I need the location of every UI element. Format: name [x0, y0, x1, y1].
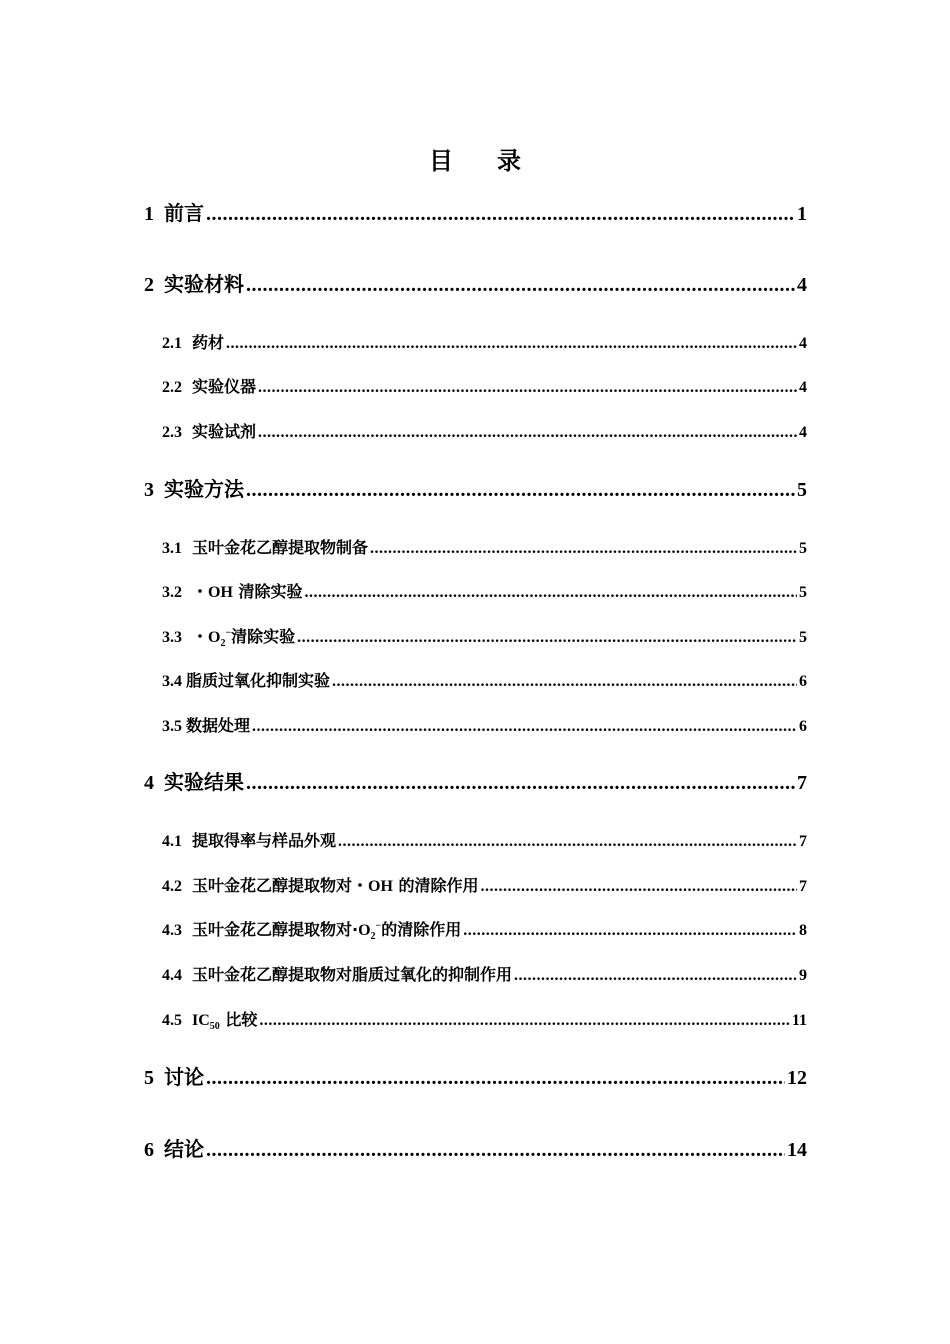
entry-page: 4 [797, 274, 807, 296]
toc-entry-1[interactable] [144, 198, 807, 229]
dot-leader [259, 1009, 790, 1033]
entry-page: 4 [799, 424, 807, 441]
entry-number: 4 [144, 772, 154, 794]
label-text-tail: 的清除作用 [381, 920, 462, 939]
entry-page: 12 [787, 1067, 807, 1089]
entry-page: 5 [799, 540, 807, 557]
dot-leader [370, 537, 797, 561]
entry-label: 讨论 [164, 1065, 204, 1089]
toc-title: 目录 [429, 147, 565, 175]
toc-entry-2-1[interactable] [162, 331, 807, 356]
dot-leader [305, 581, 798, 605]
toc-entry-2-3[interactable] [162, 420, 807, 445]
label-subscript: 50 [209, 1021, 220, 1033]
entry-number: 2.1 [162, 335, 182, 352]
entry-label: 实验仪器 [192, 377, 257, 396]
dot-leader [258, 376, 797, 400]
label-formula: OH [368, 878, 393, 895]
label-formula: ・OH [192, 584, 233, 601]
entry-label [192, 1008, 257, 1033]
entry-label: 结论 [164, 1137, 204, 1161]
toc-entry-4[interactable] [144, 767, 807, 798]
label-text: 比较 [225, 1010, 258, 1029]
entry-number: 1 [144, 203, 154, 225]
dot-leader [463, 919, 797, 943]
toc-entry-5[interactable] [144, 1062, 807, 1093]
toc-entry-4-2[interactable] [162, 874, 807, 899]
entry-page: 7 [797, 772, 807, 794]
dot-leader [258, 421, 797, 445]
entry-page: 5 [797, 479, 807, 501]
dot-leader [514, 964, 797, 988]
entry-label: 玉叶金花乙醇提取物对脂质过氧化的抑制作用 [192, 965, 513, 984]
toc-entry-3-2[interactable] [162, 580, 807, 605]
dot-leader [332, 670, 797, 694]
entry-page: 1 [797, 203, 807, 225]
entry-number: 4.1 [162, 833, 182, 850]
entry-page: 11 [791, 1012, 807, 1029]
entry-page: 8 [799, 922, 807, 939]
entry-label: 实验试剂 [192, 422, 257, 441]
dot-leader [246, 768, 795, 798]
toc-entry-4-3[interactable] [162, 918, 807, 943]
dot-leader [481, 875, 798, 899]
dot-leader [226, 332, 797, 356]
label-formula: IC [192, 1012, 210, 1029]
entry-number: 2.3 [162, 424, 182, 441]
entry-number: 3 [144, 479, 154, 501]
entry-label: 实验方法 [164, 477, 244, 501]
toc-entry-2[interactable] [144, 269, 807, 300]
dot-leader [246, 475, 795, 505]
entry-number: 2.2 [162, 379, 182, 396]
toc-entry-2-2[interactable] [162, 375, 807, 400]
label-text: 清除实验 [238, 582, 303, 601]
toc-entry-3-3[interactable] [162, 625, 807, 650]
label-formula: O [358, 922, 371, 939]
label-subscript: 2 [220, 638, 226, 650]
entry-page: 7 [799, 833, 807, 850]
dot-leader [252, 715, 797, 739]
entry-page: 4 [799, 335, 807, 352]
entry-label [192, 580, 303, 605]
toc-entry-3-4[interactable] [162, 669, 807, 694]
entry-number: 3.2 [162, 584, 182, 601]
entry-page: 6 [799, 718, 807, 735]
label-formula: ・O [192, 629, 221, 646]
toc-entry-4-4[interactable] [162, 963, 807, 988]
entry-number: 4.3 [162, 922, 182, 939]
entry-label: 提取得率与样品外观 [192, 831, 337, 850]
toc-entry-4-1[interactable] [162, 829, 807, 854]
entry-number: 3.5 [162, 718, 182, 735]
entry-number: 4.5 [162, 1012, 182, 1029]
dot-leader [206, 199, 795, 229]
dot-leader [206, 1063, 785, 1093]
dot-leader [297, 626, 797, 650]
entry-label: 前言 [164, 201, 204, 225]
entry-page: 14 [787, 1139, 807, 1161]
entry-page: 5 [799, 629, 807, 646]
label-superscript: − [375, 920, 382, 932]
entry-label [192, 874, 479, 899]
entry-page: 4 [799, 379, 807, 396]
entry-label: 数据处理 [186, 716, 251, 735]
entry-page: 6 [799, 673, 807, 690]
entry-label: 药材 [192, 333, 225, 352]
entry-number: 2 [144, 274, 154, 296]
entry-page: 7 [799, 878, 807, 895]
entry-label: 实验材料 [164, 272, 244, 296]
toc-entry-3-5[interactable] [162, 714, 807, 739]
entry-number: 4.4 [162, 967, 182, 984]
entry-page: 9 [799, 967, 807, 984]
toc-entry-3-1[interactable] [162, 536, 807, 561]
entry-label: 脂质过氧化抑制实验 [186, 671, 331, 690]
entry-label [192, 625, 295, 650]
entry-number: 5 [144, 1067, 154, 1089]
entry-label: 玉叶金花乙醇提取物制备 [192, 538, 369, 557]
label-subscript: 2 [370, 931, 376, 943]
toc-entry-4-5[interactable] [162, 1008, 807, 1033]
toc-entry-6[interactable] [144, 1134, 807, 1165]
entry-label: 实验结果 [164, 770, 244, 794]
entry-number: 3.1 [162, 540, 182, 557]
dot-leader [246, 270, 795, 300]
label-text: 玉叶金花乙醇提取物对・ [192, 876, 369, 895]
label-text: 玉叶金花乙醇提取物对· [192, 920, 359, 939]
label-superscript: − [225, 627, 232, 639]
dot-leader [338, 830, 797, 854]
dot-leader [206, 1135, 785, 1165]
toc-entry-3[interactable] [144, 474, 807, 505]
label-text-tail: 的清除作用 [398, 876, 479, 895]
entry-number: 3.3 [162, 629, 182, 646]
entry-page: 5 [799, 584, 807, 601]
entry-number: 3.4 [162, 673, 182, 690]
label-text: 清除实验 [231, 627, 296, 646]
entry-number: 6 [144, 1139, 154, 1161]
entry-number: 4.2 [162, 878, 182, 895]
entry-label [192, 918, 461, 943]
